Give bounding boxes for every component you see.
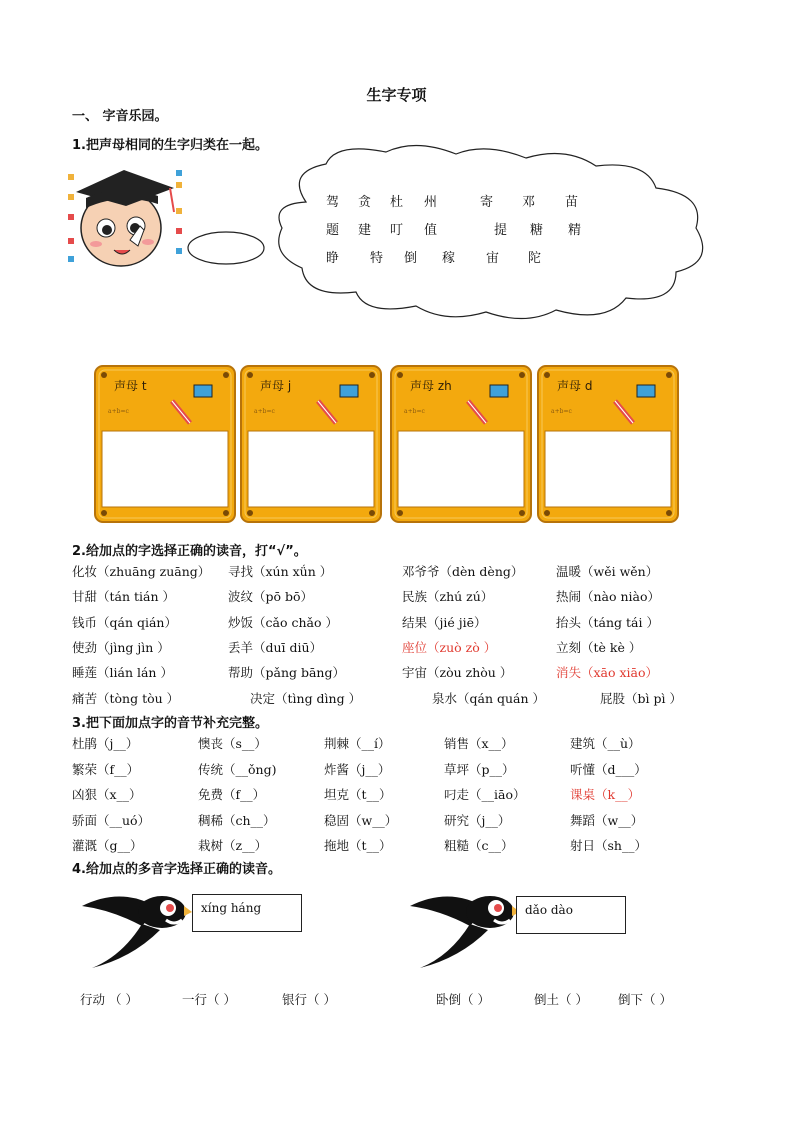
- q3-item: 传统（__ǒng): [198, 761, 277, 777]
- cloud-char: 驾: [326, 195, 340, 210]
- q2-item: 帮助（pǎng bāng）: [228, 665, 345, 681]
- q3-item: 坦克（t__）: [324, 787, 392, 802]
- cloud-char: 陀: [528, 251, 542, 266]
- board-label: 声母 d: [557, 379, 593, 393]
- q2-item: 睡莲（lián lán ）: [72, 665, 173, 681]
- q3-item: 叼走（__iāo）: [444, 787, 526, 802]
- svg-text:a+b=c: a+b=c: [551, 408, 572, 415]
- board-1: [94, 365, 236, 523]
- cloud-char: 寄: [480, 195, 494, 210]
- question-2: 2.给加点的字选择正确的读音，打“√”。: [72, 544, 307, 559]
- q2-item: 热闹（nào niào）: [556, 589, 661, 605]
- q2-item: 宇宙（zòu zhòu ）: [402, 665, 513, 681]
- cloud-char: 叮: [390, 223, 404, 238]
- cloud-char: 特: [370, 251, 384, 266]
- cloud-char: 值: [424, 223, 438, 238]
- q3-item: 免费（f__）: [198, 787, 266, 802]
- cloud-char: 宙: [486, 251, 500, 266]
- q2-item: 屁股（bì pì ）: [600, 690, 682, 706]
- q2-item: 消失（xāo xiāo）: [556, 665, 659, 681]
- cloud-char: 邓: [522, 195, 536, 210]
- q2-item: 使劲（jìng jìn ）: [72, 639, 170, 655]
- q2-item: 炒饭（cǎo chǎo ）: [228, 614, 338, 630]
- q3-item: 骄面（__uó）: [72, 812, 151, 828]
- svg-text:a+b=c: a+b=c: [404, 408, 425, 415]
- q3-item: 稳固（w__）: [324, 812, 398, 828]
- student-cartoon-icon: [66, 168, 184, 270]
- board-label: 声母 j: [260, 379, 292, 393]
- q2-item: 温暖（wěi wěn）: [556, 564, 659, 579]
- pinyin-option-box-2: dǎo dào: [516, 896, 626, 934]
- cloud-char: 州: [424, 195, 438, 210]
- svg-text:a+b=c: a+b=c: [108, 408, 129, 415]
- q3-item: 繁荣（f__）: [72, 761, 140, 777]
- q3-item: 研究（j__）: [444, 812, 511, 828]
- cloud-char: 糖: [530, 223, 544, 238]
- cloud-char: 稼: [442, 251, 456, 266]
- q2-item: 决定（tìng dìng ）: [250, 690, 362, 706]
- q3-item: 草坪（p__）: [444, 761, 515, 777]
- q2-item: 民族（zhú zú）: [402, 589, 494, 605]
- q3-item: 荆棘（__í）: [324, 736, 391, 751]
- cloud-char: 苗: [565, 195, 579, 210]
- q4-answer-blank[interactable]: 银行（ ）: [282, 992, 336, 1007]
- q2-item: 抬头（táng tái ）: [556, 614, 659, 630]
- q3-item: 栽树（z__）: [198, 838, 268, 853]
- cloud-char: 题: [326, 223, 340, 238]
- q2-item: 甘甜（tán tián ）: [72, 589, 175, 605]
- q3-item: 建筑（__ù）: [570, 736, 641, 751]
- board-4: [537, 365, 679, 523]
- q2-item: 化妆（zhuāng zuāng）: [72, 564, 211, 579]
- cloud-char: 贪: [358, 195, 372, 210]
- q3-item: 课桌（k__）: [570, 787, 641, 802]
- board-3: [390, 365, 532, 523]
- board-label: 声母 zh: [410, 379, 452, 393]
- q3-item: 销售（x__）: [444, 736, 514, 751]
- q4-answer-blank[interactable]: 倒下（ ）: [618, 992, 672, 1007]
- q2-item: 丢羊（duī diū）: [228, 639, 323, 655]
- cloud-char: 倒: [404, 251, 418, 266]
- question-4: 4.给加点的多音字选择正确的读音。: [72, 862, 281, 877]
- q2-item: 钱币（qán qián）: [72, 614, 177, 630]
- q2-item: 座位（zuò zò ）: [402, 639, 497, 655]
- q2-item: 波纹（pō bō）: [228, 589, 314, 605]
- q3-item: 射日（sh__）: [570, 838, 647, 853]
- q4-answer-blank[interactable]: 倒土（ ）: [534, 992, 588, 1007]
- thought-cloud: [186, 142, 726, 326]
- q3-item: 炸酱（j__）: [324, 761, 391, 777]
- svg-text:a+b=c: a+b=c: [254, 408, 275, 415]
- pinyin-option-box-1: xíng háng: [192, 894, 302, 932]
- q4-answer-blank[interactable]: 一行（ ）: [182, 992, 236, 1007]
- q3-item: 凶狠（x__）: [72, 787, 142, 802]
- cloud-char: 杜: [390, 195, 404, 210]
- cloud-char: 提: [494, 223, 508, 238]
- swallow-bird-icon: [82, 886, 192, 970]
- page-title: 生字专项: [366, 86, 427, 104]
- cloud-char: 精: [568, 223, 582, 238]
- q2-item: 泉水（qán quán ）: [432, 690, 546, 706]
- q3-item: 杜鹃（j__）: [72, 736, 139, 751]
- q2-item: 立刻（tè kè ）: [556, 639, 642, 655]
- q2-item: 邓爷爷（dèn dèng）: [402, 564, 524, 579]
- cloud-char: 建: [358, 223, 372, 238]
- q3-item: 舞蹈（w__）: [570, 812, 644, 828]
- question-3: 3.把下面加点字的音节补充完整。: [72, 716, 268, 731]
- board-2: [240, 365, 382, 523]
- q4-answer-blank[interactable]: 行动 （ ）: [80, 992, 138, 1007]
- q3-item: 稠稀（ch__）: [198, 812, 276, 828]
- q3-item: 听懂（d___）: [570, 761, 647, 777]
- swallow-bird-icon-2: [410, 886, 520, 970]
- q3-item: 拖地（t__）: [324, 838, 392, 853]
- q2-item: 寻找（xún xǘn ）: [228, 564, 333, 579]
- q3-item: 灌溉（g__）: [72, 838, 143, 853]
- cloud-char: 睁: [326, 251, 340, 266]
- q3-item: 懊丧（s__）: [198, 736, 267, 751]
- board-label: 声母 t: [114, 379, 147, 393]
- q2-item: 结果（jié jiē）: [402, 614, 487, 630]
- question-1: 1.把声母相同的生字归类在一起。: [72, 138, 268, 153]
- section-heading: 一、 字音乐园。: [72, 109, 168, 124]
- q4-answer-blank[interactable]: 卧倒（ ）: [436, 992, 490, 1007]
- q3-item: 粗糙（c__）: [444, 838, 514, 853]
- q2-item: 痛苦（tòng tòu ）: [72, 690, 180, 706]
